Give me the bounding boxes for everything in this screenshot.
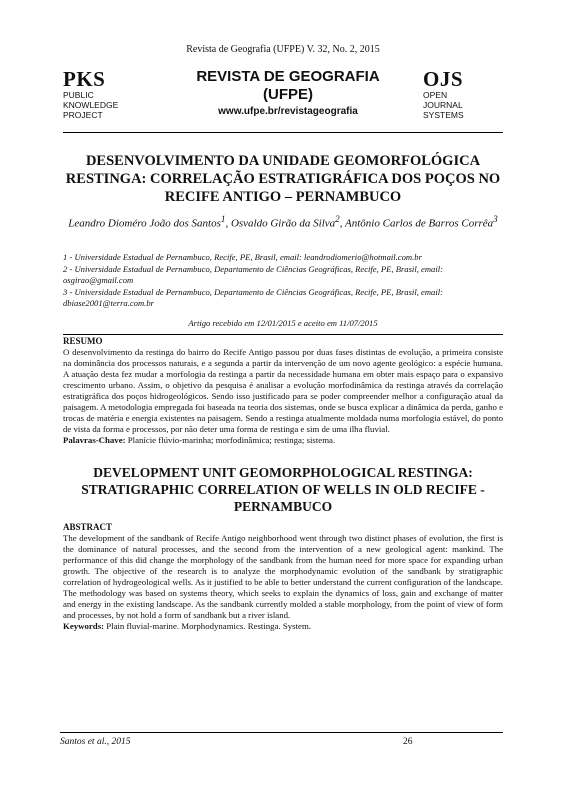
journal-header: Revista de Geografia (UFPE) V. 32, No. 2, 2015 [186, 44, 380, 55]
author-3-sup: 3 [493, 214, 498, 224]
affiliation-2: 2 - Universidade Estadual de Pernambuco, Departamento de Ciências Geográficas, Recife, PE, Brasil, email: osgirao@gmail.com [63, 263, 443, 285]
author-1-sup: 1 [220, 214, 226, 224]
author-1: Leandro Dioméro João dos Santos [68, 217, 221, 230]
ojs-line-3: SYSTEMS [423, 110, 464, 120]
article-title-en: DEVELOPMENT UNIT GEOMORPHOLOGICAL RESTINGA: STRATIGRAPHIC CORRELATION OF WELLS IN OLD RECIFE - PERNAMBUCO [81, 465, 485, 514]
ojs-logo [423, 68, 464, 120]
resumo-keywords [63, 435, 503, 446]
abstract-section [63, 522, 503, 632]
affiliation-1: 1 - Universidade Estadual de Pernambuco, Recife, PE, Brasil, email: leandrodiomerio@hotmail.com.br [63, 252, 422, 262]
footer-divider [60, 732, 503, 733]
journal-url: www.ufpe.br/revistageografia [218, 106, 358, 117]
affiliation-3: 3 - Universidade Estadual de Pernambuco, Departamento de Ciências Geográficas, Recife, PE, Brasil, email: dbiase2001@terra.com.br [63, 286, 443, 308]
journal-masthead-title [163, 68, 413, 120]
authors: Leandro Dioméro João dos Santos$^1$, Osvaldo Girão da Silva$^2$, Antônio Carlos de Barros Corrêa$^3$ [68, 214, 498, 230]
ojs-line-1: OPEN [423, 90, 448, 100]
pks-line-2: KNOWLEDGE [63, 100, 119, 110]
received-date: Artigo recebido em 12/01/2015 e aceito em 11/07/2015 [188, 318, 378, 328]
masthead-title-2: (UFPE) [263, 86, 313, 103]
ojs-title: OJS [423, 67, 464, 91]
abstract-keywords [63, 621, 503, 632]
author-2: Osvaldo Girão da Silva [230, 217, 336, 230]
pks-logo [63, 68, 118, 120]
pks-line-3: PROJECT [63, 110, 103, 120]
masthead-divider [63, 132, 503, 133]
article-title-pt: DESENVOLVIMENTO DA UNIDADE GEOMORFOLÓGICA RESTINGA: CORRELAÇÃO ESTRATIGRÁFICA DOS POÇOS NO RECIFE ANTIGO – PERNAMBUCO [65, 153, 501, 205]
affiliations [63, 252, 503, 310]
resumo-heading: RESUMO [63, 336, 103, 346]
masthead-title-1: REVISTA DE GEOGRAFIA [196, 68, 380, 85]
pks-line-1: PUBLIC [63, 90, 94, 100]
ojs-line-2: JOURNAL [423, 100, 463, 110]
footer-citation: Santos et al., 2015 [60, 737, 131, 747]
pks-title: PKS [63, 67, 106, 91]
page-number: 26 [403, 737, 413, 747]
author-3: Antônio Carlos de Barros Corrêa [345, 217, 494, 230]
resumo-keywords-label: Palavras-Chave: [63, 435, 126, 445]
resumo-keywords-value: Planície flúvio-marinha; morfodinâmica; restinga; sistema. [127, 435, 336, 445]
resumo-section [63, 334, 503, 446]
abstract-keywords-label: Keywords: [63, 621, 105, 631]
abstract-heading: ABSTRACT [63, 522, 113, 532]
author-2-sup: 2 [335, 214, 340, 224]
abstract-keywords-value: Plain fluvial-marine. Morphodynamics. Restinga. System. [106, 621, 311, 631]
resumo-text: O desenvolvimento da restinga do bairro do Recife Antigo passou por duas fases distintas de evolução, a primeira consiste na dominância dos processos naturais, e a segunda a partir da intervenção de um novo agente geológico: a espécie humana. A atuação desta fez mudar a morfologia da restinga a partir da necessidade humana em obter mais espaço para o expansivo crescimento urbano. Assim, o objetivo da pesquisa é analisar a evolução morfodinâmica da restinga através da correlação estratigráfica dos poços hidrogeológicos. Sendo isso justificado para se poder compreender melhor a configuração atual da paisagem. A metodologia empregada foi baseada na teoria dos sistemas, onde se busca explicar a dinâmica da perda, ganho e trocas de matéria e energia existentes na paisagem. Sendo a restinga atualmente moldada numa morfologia estável, do ponto de vista da forma e processos, por não deter uma forma de restinga e sim de uma ilha fluvial. [63, 347, 503, 434]
abstract-text: The development of the sandbank of Recife Antigo neighborhood went through two distinct phases of evolution, the first is the dominance of natural processes, and the second from the intervention of a new geological agent: mankind. The performance of this did change the morphology of the sandbank from the human need for more space for expanding urban growth. The objective of the research is to analyze the morphodynamic evolution of the sandbank by stratigraphic correlation of hydrogeological wells. As it justified to be able to better understand the current configuration of the landscape. The methodology was based on systems theory, which seeks to explain the dynamics of loss, gain and exchange of matter and energy in the existing landscape. As the sandbank currently molded a stable morphology, from the point of view of form and processes, by not hold a form of sandbank but a river island. [63, 533, 503, 620]
masthead [63, 66, 503, 130]
